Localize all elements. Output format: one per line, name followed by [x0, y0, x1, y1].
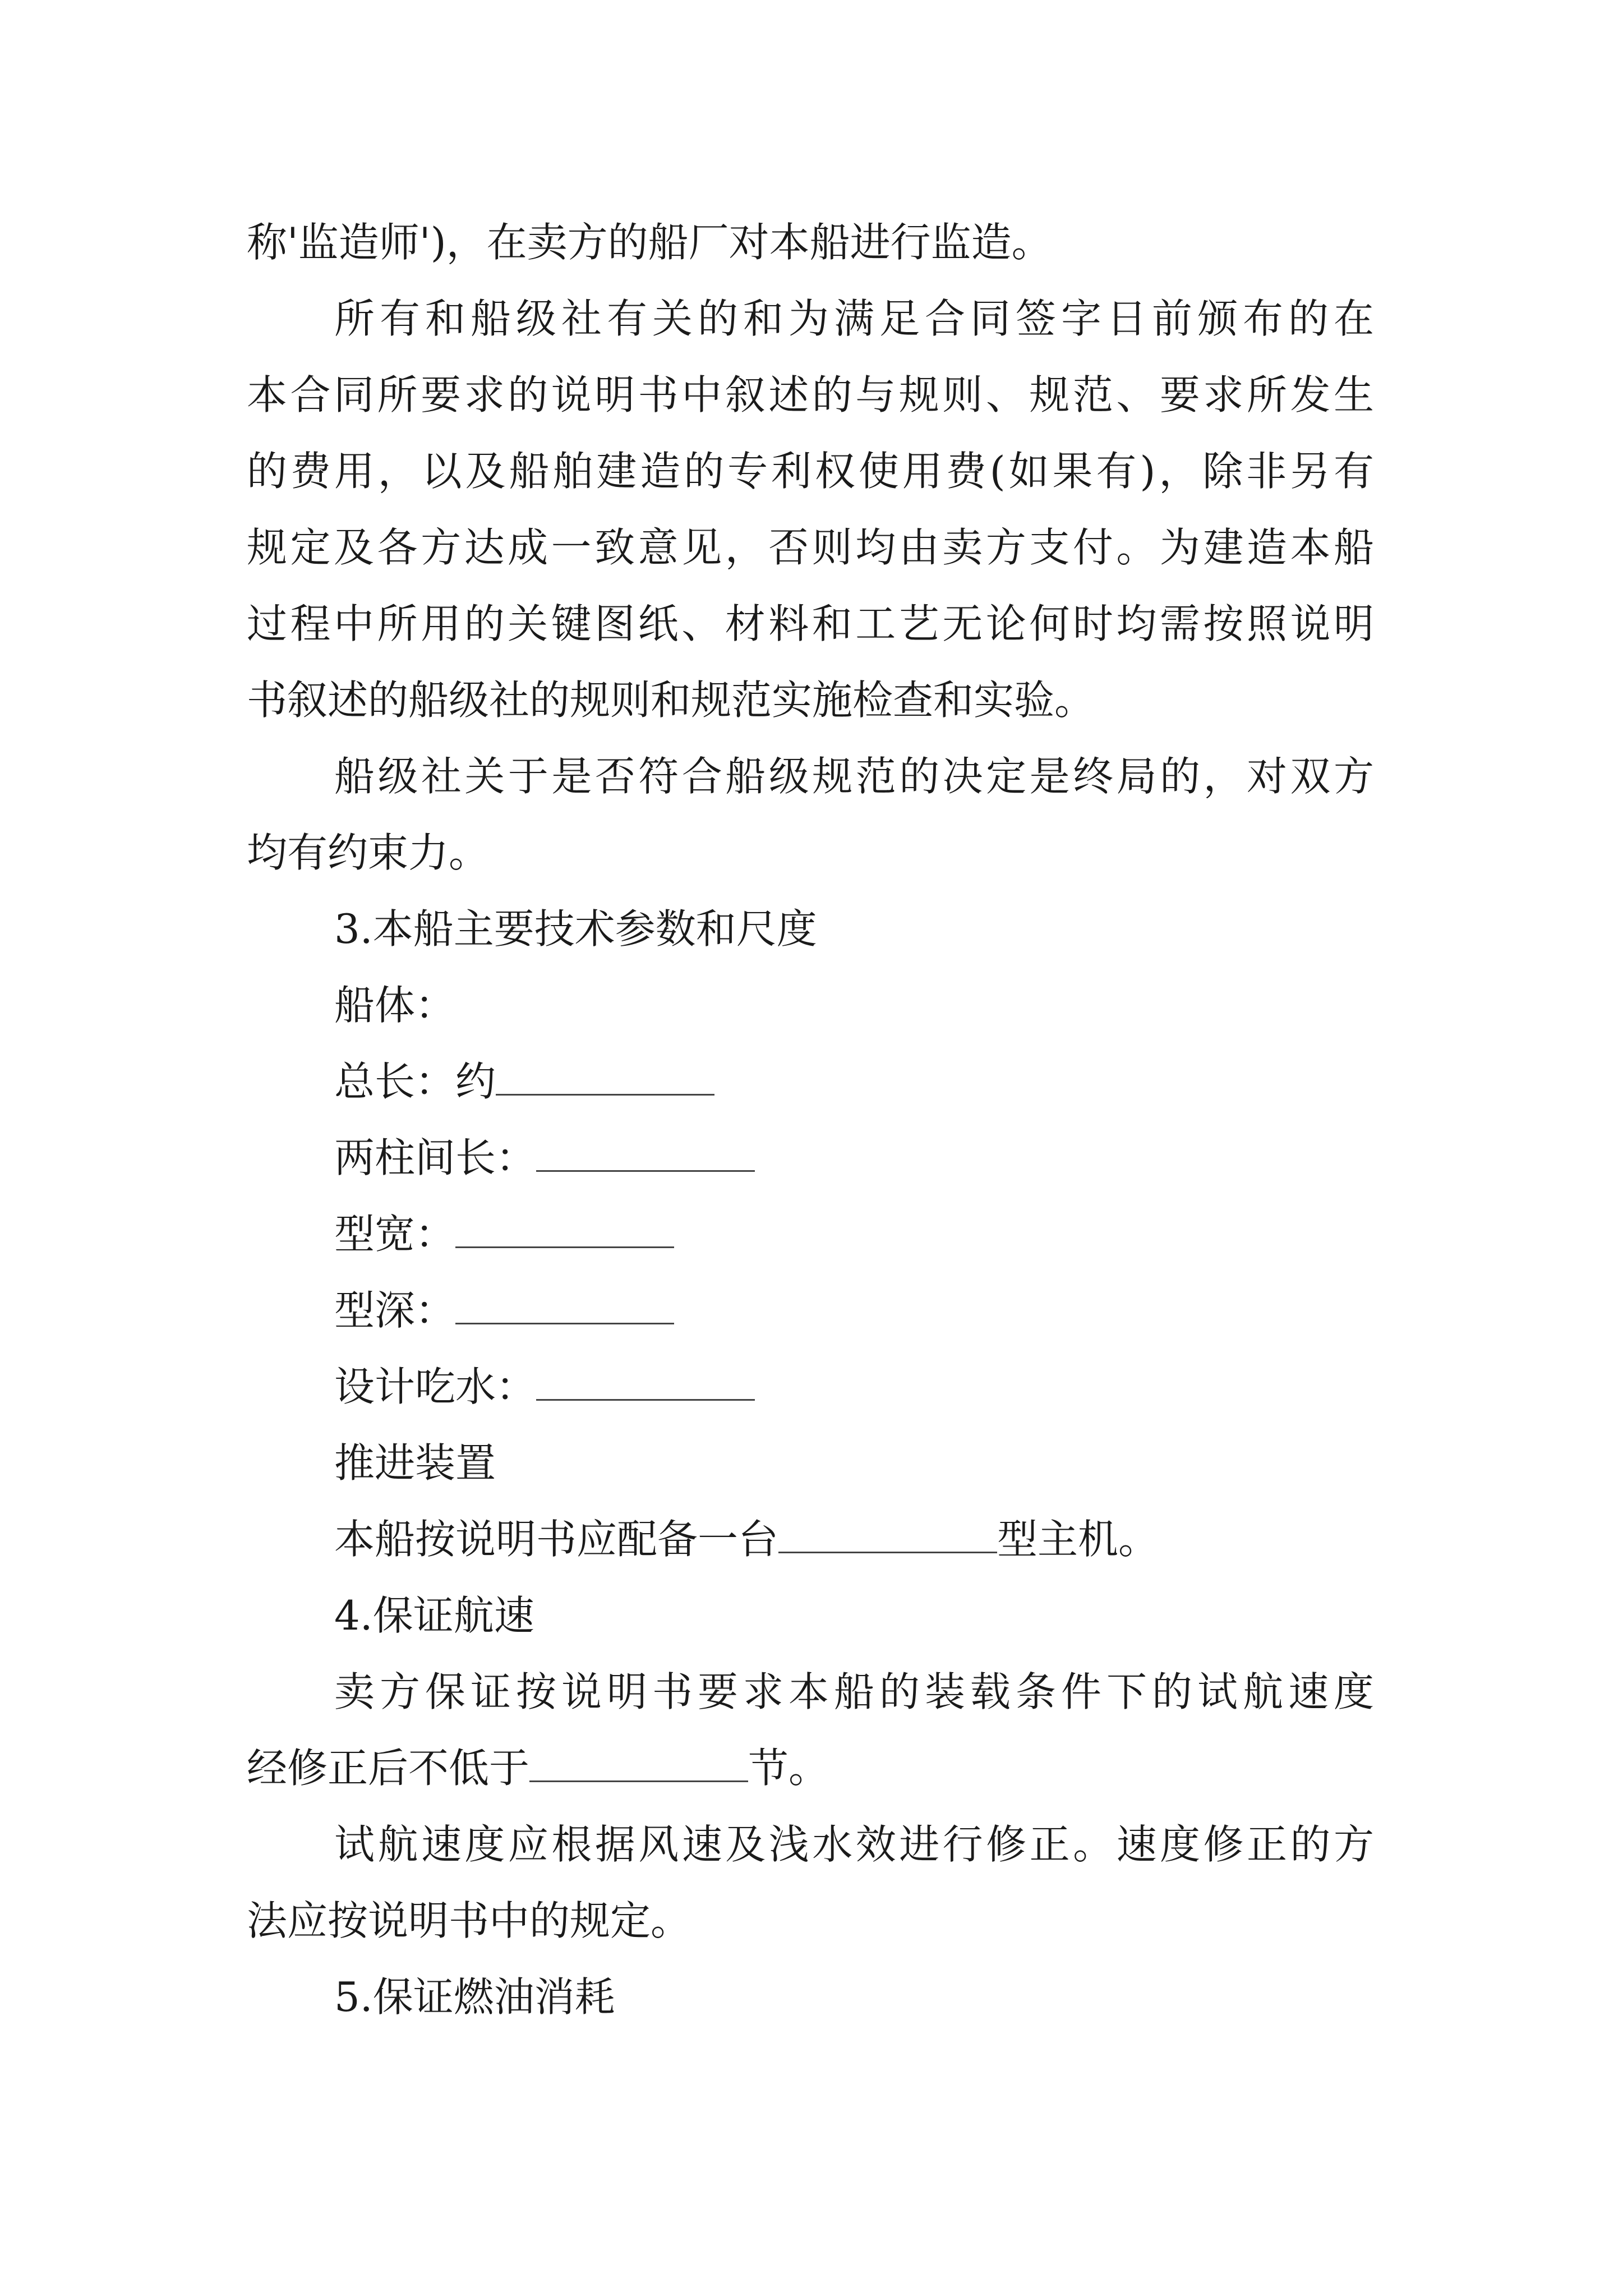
- blank-line: [455, 1213, 674, 1248]
- field-design-draft: 设计吃水：: [334, 1359, 755, 1415]
- paragraph-line: 船级社关于是否符合船级规范的决定是终局的，对双方: [334, 753, 1374, 800]
- blank-line: [496, 1060, 714, 1096]
- paragraph-line: 卖方保证按说明书要求本船的装载条件下的试航速度: [334, 1668, 1374, 1715]
- blank-line: [529, 1747, 748, 1782]
- paragraph-line: 试航速度应根据风速及浅水效进行修正。速度修正的方: [334, 1821, 1374, 1868]
- field-main-engine: 本船按说明书应配备一台 型主机。: [334, 1516, 1159, 1563]
- paragraph-line: 所有和船级社有关的和为满足合同签字日前颁布的在: [334, 295, 1374, 342]
- blank-line: [455, 1289, 674, 1324]
- text-line: 称'监造师')，在卖方的船厂对本船进行监造。: [247, 219, 1052, 266]
- subheading-propulsion: 推进装置: [334, 1439, 496, 1487]
- section-heading: 4.保证航速: [334, 1592, 534, 1639]
- paragraph-line: 法应按说明书中的规定。: [247, 1897, 691, 1944]
- field-guaranteed-speed: 经修正后不低于 节。: [247, 1745, 829, 1792]
- paragraph-line: 本合同所要求的说明书中叙述的与规则、规范、要求所发生: [247, 371, 1374, 418]
- paragraph-line: 规定及各方达成一致意见，否则均由卖方支付。为建造本船: [247, 524, 1374, 571]
- blank-line: [536, 1365, 755, 1401]
- subheading-hull: 船体：: [334, 982, 456, 1029]
- section-heading: 5.保证燃油消耗: [334, 1973, 615, 2021]
- field-length-overall: 总长：约: [334, 1053, 714, 1110]
- paragraph-line: 过程中所用的关键图纸、材料和工艺无论何时均需按照说明: [247, 600, 1374, 647]
- field-moulded-depth: 型深：: [334, 1282, 674, 1338]
- paragraph-line: 均有约束力。: [247, 829, 490, 876]
- field-moulded-breadth: 型宽：: [334, 1206, 674, 1262]
- blank-line: [536, 1137, 755, 1172]
- paragraph-line: 书叙述的船级社的规则和规范实施检查和实验。: [247, 677, 1095, 724]
- field-length-between-perpendiculars: 两柱间长：: [334, 1130, 755, 1186]
- paragraph-line: 的费用，以及船舶建造的专利权使用费(如果有)，除非另有: [247, 448, 1374, 495]
- section-heading: 3.本船主要技术参数和尺度: [334, 905, 817, 953]
- blank-line: [778, 1518, 997, 1553]
